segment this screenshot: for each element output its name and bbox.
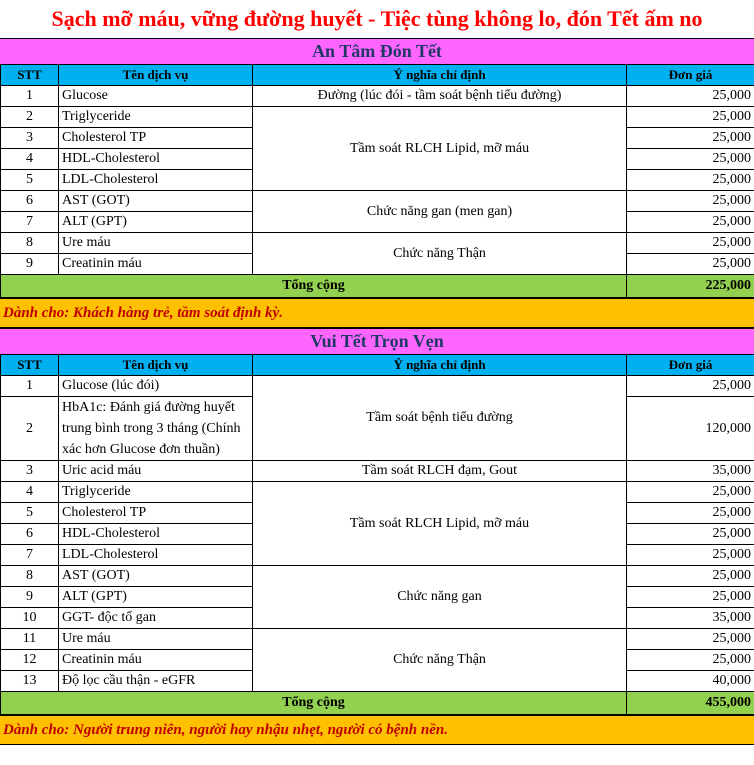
row-service: Uric acid máu	[59, 461, 253, 482]
row-service: Triglyceride	[59, 107, 253, 128]
table-row	[1, 629, 754, 650]
total-value: 225,000	[627, 275, 754, 298]
row-stt: 10	[1, 608, 59, 629]
row-stt: 8	[1, 233, 59, 254]
row-stt: 6	[1, 524, 59, 545]
row-price: 25,000	[627, 650, 754, 671]
row-price: 25,000	[627, 587, 754, 608]
row-service: AST (GOT)	[59, 191, 253, 212]
row-stt: 3	[1, 128, 59, 149]
row-service: LDL-Cholesterol	[59, 170, 253, 191]
row-service: Creatinin máu	[59, 650, 253, 671]
package-title-1: An Tâm Đón Tết	[0, 38, 754, 64]
total-row	[1, 275, 754, 298]
total-value: 455,000	[627, 692, 754, 715]
row-price: 25,000	[627, 86, 754, 107]
price-table-1	[0, 64, 754, 298]
header-stt: STT	[1, 355, 59, 376]
row-service: Glucose	[59, 86, 253, 107]
table-row	[1, 566, 754, 587]
row-service: Glucose (lúc đói)	[59, 376, 253, 397]
row-meaning: Tầm soát RLCH Lipid, mỡ máu	[253, 482, 627, 566]
table-header	[1, 65, 754, 86]
row-service: GGT- độc tố gan	[59, 608, 253, 629]
table-row	[1, 86, 754, 107]
row-price: 25,000	[627, 376, 754, 397]
row-price: 35,000	[627, 608, 754, 629]
row-stt: 1	[1, 86, 59, 107]
row-meaning: Chức năng Thận	[253, 629, 627, 692]
row-service: Creatinin máu	[59, 254, 253, 275]
row-meaning: Đường (lúc đói - tầm soát bệnh tiểu đường)	[253, 86, 627, 107]
row-meaning: Chức năng gan (men gan)	[253, 191, 627, 233]
row-stt: 3	[1, 461, 59, 482]
table-row	[1, 482, 754, 503]
row-stt: 9	[1, 587, 59, 608]
header-meaning: Ý nghĩa chỉ định	[253, 355, 627, 376]
row-service: Độ lọc cầu thận - eGFR	[59, 671, 253, 692]
row-service: Ure máu	[59, 233, 253, 254]
row-price: 25,000	[627, 503, 754, 524]
row-stt: 7	[1, 212, 59, 233]
row-price: 25,000	[627, 170, 754, 191]
row-service: LDL-Cholesterol	[59, 545, 253, 566]
row-price: 25,000	[627, 629, 754, 650]
header-price: Đơn giá	[627, 65, 754, 86]
row-price: 25,000	[627, 566, 754, 587]
row-meaning: Tầm soát bệnh tiểu đường	[253, 376, 627, 461]
row-service: Triglyceride	[59, 482, 253, 503]
table-row	[1, 376, 754, 397]
row-price: 25,000	[627, 524, 754, 545]
package-title-2: Vui Tết Trọn Vẹn	[0, 328, 754, 354]
row-price: 40,000	[627, 671, 754, 692]
row-stt: 11	[1, 629, 59, 650]
total-row	[1, 692, 754, 715]
row-service: AST (GOT)	[59, 566, 253, 587]
target-note-1: Dành cho: Khách hàng trẻ, tầm soát định kỳ.	[0, 298, 754, 328]
row-meaning: Chức năng gan	[253, 566, 627, 629]
row-price: 25,000	[627, 212, 754, 233]
row-price: 25,000	[627, 149, 754, 170]
row-stt: 5	[1, 170, 59, 191]
row-stt: 12	[1, 650, 59, 671]
row-price: 35,000	[627, 461, 754, 482]
row-price: 120,000	[627, 397, 754, 461]
total-label: Tổng cộng	[1, 275, 627, 298]
row-service: Cholesterol TP	[59, 128, 253, 149]
table-header	[1, 355, 754, 376]
row-stt: 13	[1, 671, 59, 692]
header-service: Tên dịch vụ	[59, 65, 253, 86]
row-price: 25,000	[627, 545, 754, 566]
header-stt: STT	[1, 65, 59, 86]
price-table-2	[0, 354, 754, 715]
row-stt: 1	[1, 376, 59, 397]
total-label: Tổng cộng	[1, 692, 627, 715]
row-stt: 4	[1, 482, 59, 503]
table-row	[1, 233, 754, 254]
header-price: Đơn giá	[627, 355, 754, 376]
target-note-2: Dành cho: Người trung niên, người hay nhậu nhẹt, người có bệnh nền.	[0, 715, 754, 745]
row-meaning: Tầm soát RLCH đạm, Gout	[253, 461, 627, 482]
header-service: Tên dịch vụ	[59, 355, 253, 376]
page-title: Sạch mỡ máu, vững đường huyết - Tiệc tùng không lo, đón Tết ấm no	[0, 0, 754, 38]
row-price: 25,000	[627, 254, 754, 275]
header-meaning: Ý nghĩa chỉ định	[253, 65, 627, 86]
row-service: HbA1c: Đánh giá đường huyết trung bình trong 3 tháng (Chính xác hơn Glucose đơn thuần)	[59, 397, 253, 461]
row-stt: 5	[1, 503, 59, 524]
row-stt: 8	[1, 566, 59, 587]
row-service: ALT (GPT)	[59, 587, 253, 608]
row-price: 25,000	[627, 233, 754, 254]
row-service: ALT (GPT)	[59, 212, 253, 233]
row-stt: 4	[1, 149, 59, 170]
row-service: Ure máu	[59, 629, 253, 650]
table-row	[1, 107, 754, 128]
row-price: 25,000	[627, 128, 754, 149]
row-stt: 6	[1, 191, 59, 212]
row-price: 25,000	[627, 107, 754, 128]
row-service: HDL-Cholesterol	[59, 524, 253, 545]
row-meaning: Tầm soát RLCH Lipid, mỡ máu	[253, 107, 627, 191]
row-price: 25,000	[627, 191, 754, 212]
table-row	[1, 461, 754, 482]
row-stt: 2	[1, 107, 59, 128]
row-stt: 7	[1, 545, 59, 566]
table-row	[1, 191, 754, 212]
row-price: 25,000	[627, 482, 754, 503]
row-stt: 2	[1, 397, 59, 461]
row-meaning: Chức năng Thận	[253, 233, 627, 275]
row-service: HDL-Cholesterol	[59, 149, 253, 170]
row-stt: 9	[1, 254, 59, 275]
row-service: Cholesterol TP	[59, 503, 253, 524]
